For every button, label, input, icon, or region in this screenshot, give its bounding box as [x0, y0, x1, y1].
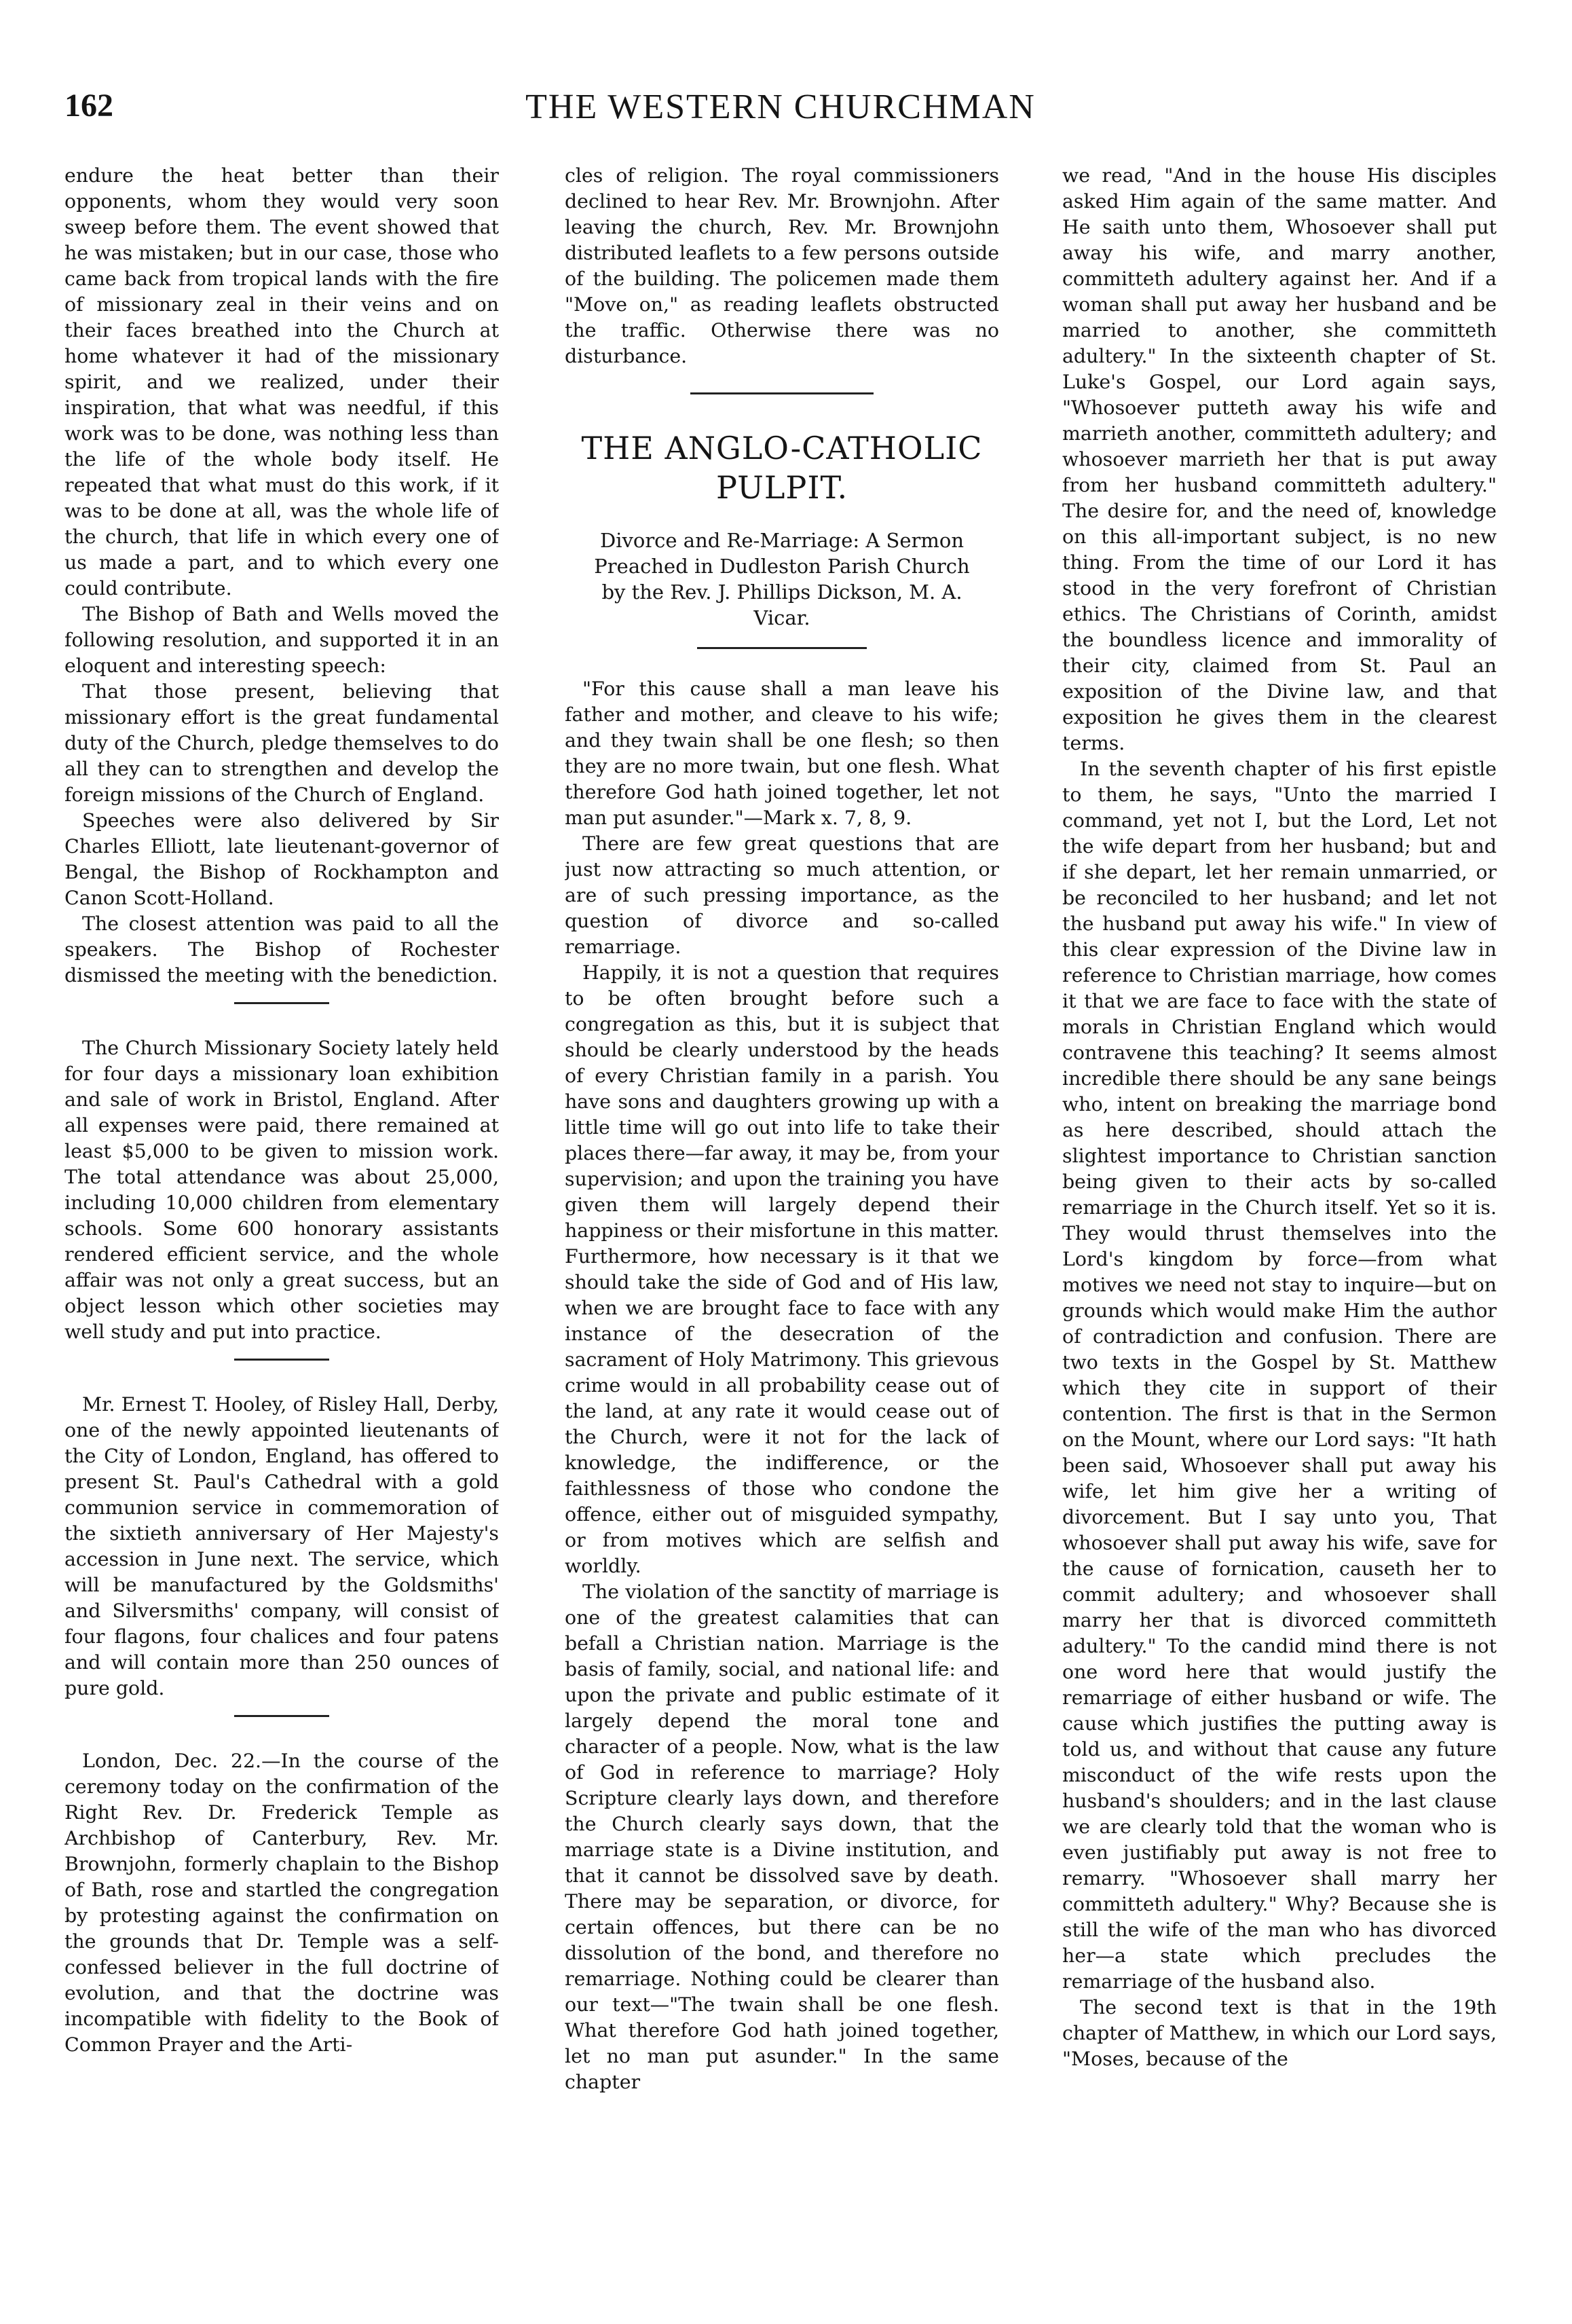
paragraph: The second text is that in the 19th chapter of Matthew, in which our Lord says, "Moses, because of the [1062, 1996, 1497, 2070]
paragraph: The Bishop of Bath and Wells moved the following resolution, and supported it in an eloquent and interesting speech: [64, 603, 499, 677]
news-item-cms-exhibition: The Church Missionary Society lately held for four days a missionary loan exhibition and sale of work in Bristol, England. After all expenses were paid, there remained at least $5,000 to be given to mission work. The total attendance was about 25,000, including 10,000 children from elementary schools. Some 600 honorary assistants rendered efficient service, and the whole affair was not only a great success, but an object lesson which other societies may well study and put into practice. [64, 1037, 499, 1343]
divider-rule [234, 1359, 329, 1361]
divider-rule [234, 1715, 329, 1717]
author-role: Vicar. [753, 606, 810, 629]
paragraph: cles of religion. The royal commissioners declined to hear Rev. Mr. Brownjohn. After leaving the church, Rev. Mr. Brownjohn distributed leaflets to a few persons outside of the building. The policemen made them "Move on," as reading leaflets obstructed the traffic. Otherwise there was no disturbance. [565, 164, 999, 367]
paragraph: Speeches were also delivered by Sir Charles Elliott, late lieutenant-governor of Bengal, the Bishop of Rockhampton and Canon Scott-Holland. [64, 809, 499, 909]
news-item-hooley-gift: Mr. Ernest T. Hooley, of Risley Hall, Derby, one of the newly appointed lieutenants of the City of London, England, has offered to present St. Paul's Cathedral with a gold communion service in commemoration of the sixtieth anniversary of Her Majesty's accession in June next. The service, which will be manufactured by the Goldsmiths' and Silversmiths' company, will consist of four flagons, four chalices and four patens and will contain more than 250 ounces of pure gold. [64, 1393, 499, 1699]
paragraph: we read, "And in the house His disciples asked Him again of the same matter. And He saith unto them, Whosoever shall put away his wife, and marry another, committeth adultery against her. And if a woman shall put away her husband and be married to another, she committeth adultery." In the sixteenth chapter of St. Luke's Gospel, our Lord again says, "Whosoever putteth away his wife and marrieth another, committeth adultery; and whosoever marrieth her that is put away from her husband committeth adultery." The desire for, and the need of, knowledge on this all-important subject, is no new thing. From the time of our Lord it has stood in the very forefront of Christian ethics. The Christians of Corinth, amidst the boundless licence and immorality of their city, claimed from St. Paul an exposition of the Divine law, and that exposition he gives them in the clearest terms. [1062, 164, 1497, 754]
divider-rule [690, 392, 874, 394]
scripture-epigraph: "For this cause shall a man leave his father and mother, and cleave to his wife; and they twain shall be one flesh; so then they are no more twain, but one flesh. What therefore God hath joined together, let not man put asunder."—Mark x. 7, 8, 9. [565, 678, 999, 829]
paragraph: The violation of the sanctity of marriage is one of the greatest calamities that can befall a Christian nation. Marriage is the basis of family, social, and national life: and upon the private and public estimate of it largely depend the moral tone and character of a people. Now, what is the law of God in reference to marriage? Holy Scripture clearly lays down, and therefore the Church clearly says down, that the marriage state is a Divine institution, and that it cannot be dissolved save by death. There may be separation, or divorce, for certain offences, but there can be no dissolution of the bond, and therefore no remarriage. Nothing could be clearer than our text—"The twain shall be one flesh. What therefore God hath joined together, let no man put asunder." In the same chapter [565, 1581, 999, 2093]
column-middle [565, 163, 999, 2295]
resolution-paragraph: That those present, believing that missionary effort is the great fundamental duty of the Church, pledge themselves to do all they can to strengthen and develop the foreign missions of the Church of England. [64, 680, 499, 806]
article-subtitle: Divorce and Re-Marriage: A Sermon Preached in Dudleston Parish Church by the Rev. J. Phillips Dickson, M. A. [594, 529, 970, 604]
article-title [565, 428, 999, 507]
divider-rule [234, 1002, 329, 1004]
divider-rule [697, 647, 867, 649]
paragraph: The closest attention was paid to all the speakers. The Bishop of Rochester dismissed the meeting with the benediction. [64, 912, 499, 986]
article-title-line: PULPIT. [715, 469, 848, 506]
column-right [1062, 163, 1497, 2295]
column-left [64, 163, 499, 2295]
page-number: 162 [64, 88, 113, 124]
running-title: THE WESTERN CHURCHMAN [525, 88, 1036, 126]
paragraph: Happily, it is not a question that requires to be often brought before such a congregation as this, but it is subject that should be clearly understood by the heads of every Christian family in a parish. You have sons and daughters growing up with a little time will go out into life to take their places there—far away, it may be, from your supervision; and upon the training you have given them will largely depend their happiness or their misfortune in this matter. Furthermore, how necessary is it that we should take the side of God and of His law, when we are brought face to face with any instance of the desecration of the sacrament of Holy Matrimony. This grievous crime would in all probability cease out of the land, at any rate it would cease out of the Church, were it not for the lack of knowledge, the indifference, or the faithlessness of those who condone the offence, either out of misguided sympathy, or from motives which are selfish and worldly. [565, 961, 999, 1577]
article-title-line: THE ANGLO-CATHOLIC [581, 430, 983, 466]
paragraph: In the seventh chapter of his first epistle to them, he says, "Unto the married I command, yet not I, but the Lord, Let not the wife depart from her husband; but and if she depart, let her remain unmarried, or be reconciled to her husband; and let not the husband put away his wife." In view of this clear expression of the Divine law in reference to Christian marriage, how comes it that we are face to face with the state of morals in Christian England which would contravene this teaching? It seems almost incredible there should be any sane beings who, intent on breaking the marriage bond as here described, should attach the slightest importance to Christian sanction being given to their acts by so-called remarriage in the Church itself. Yet so it is. They would thrust themselves into the Lord's kingdom by force—from what motives we need not stay to inquire—but on grounds which would make Him the author of contradiction and confusion. There are two texts in the Gospel by St. Matthew which they cite in support of their contention. The first is that in the Sermon on the Mount, where our Lord says: "It hath been said, Whosoever shall put away his wife, let him give her a writing of divorcement. But I say unto you, That whosoever shall put away his wife, save for the cause of fornication, causeth her to commit adultery; and whosoever shall marry her that is divorced committeth adultery." To the candid mind there is not one word here that would justify the remarriage of either husband or wife. The cause which justifies the putting away is told us, and without that cause any future misconduct of the wife rests upon the husband's shoulders; and in the last clause we are clearly told that the woman who is even justifiably put away is not free to remarry. "Whosoever shall marry her committeth adultery." Why? Because she is still the wife of the man who has divorced her—a state which precludes the remarriage of the husband also. [1062, 758, 1497, 1993]
page-header [64, 87, 1497, 134]
paragraph: endure the heat better than their opponents, whom they would very soon sweep before them. The event showed that he was mistaken; but in our case, those who came back from tropical lands with the fire of missionary zeal in their veins and on their faces breathed into the Church at home whatever it had of the missionary spirit, and we realized, under their inspiration, that what was needful, if this work was to be done, was nothing less than the life of the whole body itself. He repeated that what must do this work, if it was to be done at all, was the whole life of the church, that life in which every one of us made a part, and to which every one could contribute. [64, 164, 499, 600]
paragraph: There are few great questions that are just now attracting so much attention, or are of such pressing importance, as the question of divorce and so-called remarriage. [565, 832, 999, 958]
news-item-london-confirmation: London, Dec. 22.—In the course of the ceremony today on the confirmation of the Right Rev. Dr. Frederick Temple as Archbishop of Canterbury, Rev. Mr. Brownjohn, formerly chaplain to the Bishop of Bath, rose and startled the congregation by protesting against the confirmation on the grounds that Dr. Temple was a self-confessed believer in the full doctrine of evolution, and that the doctrine was incompatible with fidelity to the Book of Common Prayer and the Arti- [64, 1750, 499, 2056]
